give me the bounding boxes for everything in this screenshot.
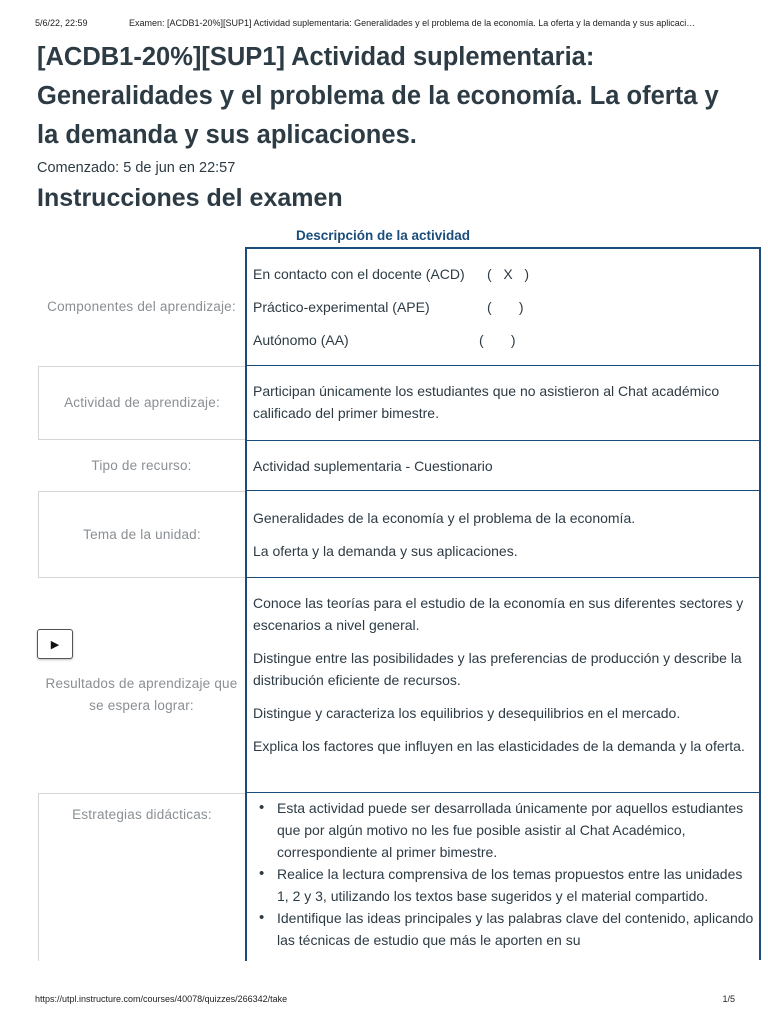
- outcomes-content: [245, 578, 761, 793]
- print-page-number: 1/5: [722, 994, 735, 1004]
- topic-content: [245, 491, 761, 578]
- strategies-label: Estrategias didácticas:: [38, 793, 245, 961]
- list-item: • Esta actividad puede ser desarrollada únicamente por aquellos estudiantes que por algún motivo no les fue posible asistir al Chat Académico, correspondiente al primer bimestre.: [277, 797, 755, 863]
- strategies-list: [253, 797, 755, 951]
- activity-text: Participan únicamente los estudiantes que no asistieron al Chat académico calificado del primer bimestre.: [253, 383, 720, 421]
- outcomes-label: Resultados de aprendizaje que se espera lograr:: [45, 675, 238, 713]
- started-timestamp: Comenzado: 5 de jun en 22:57: [37, 160, 236, 176]
- components-content: [245, 248, 761, 366]
- components-label: Componentes del aprendizaje:: [47, 299, 236, 314]
- component-mark: ( X ): [487, 265, 529, 282]
- list-item: • Identifique las ideas principales y las palabras clave del contenido, aplicando las técnicas de estudio que más le aporten en su: [277, 907, 755, 951]
- component-name: Práctico-experimental (APE): [253, 298, 430, 315]
- print-page-title: Examen: [ACDB1-20%][SUP1] Actividad suplementaria: Generalidades y el problema de la economía. La oferta y la demanda y sus aplicaci…: [129, 18, 696, 28]
- resource-text: Actividad suplementaria - Cuestionario: [253, 458, 493, 474]
- component-name: Autónomo (AA): [253, 331, 349, 348]
- play-button[interactable]: [37, 629, 73, 659]
- topic-line: La oferta y la demanda y sus aplicaciones.: [253, 543, 518, 559]
- component-mark: ( ): [487, 298, 524, 315]
- resource-label: Tipo de recurso:: [91, 458, 192, 473]
- activity-label: Actividad de aprendizaje:: [38, 366, 245, 440]
- print-header: [35, 18, 745, 28]
- topic-line: Generalidades de la economía y el problema de la economía.: [253, 510, 636, 526]
- component-name: En contacto con el docente (ACD): [253, 265, 465, 282]
- outcome-line: Conoce las teorías para el estudio de la economía en sus diferentes sectores y escenarios a nivel general.: [253, 595, 744, 633]
- activity-content: [245, 366, 761, 440]
- play-icon: ▶: [50, 638, 60, 651]
- outcome-line: Explica los factores que influyen en las elasticidades de la demanda y la oferta.: [253, 738, 745, 754]
- print-url: https://utpl.instructure.com/courses/40078/quizzes/266342/take: [35, 994, 288, 1004]
- topic-label: Tema de la unidad:: [38, 491, 245, 578]
- resource-content: [245, 441, 761, 491]
- page-title: [ACDB1-20%][SUP1] Actividad suplementaria: Generalidades y el problema de la economía. La oferta y la demanda y sus aplicaciones.: [37, 43, 719, 149]
- component-item: [253, 290, 755, 323]
- table-caption: Descripción de la actividad: [295, 228, 471, 243]
- outcome-line: Distingue entre las posibilidades y las preferencias de producción y describe la distribución eficiente de recursos.: [253, 650, 742, 688]
- instructions-heading: Instrucciones del examen: [37, 184, 343, 212]
- print-date: 5/6/22, 22:59: [35, 18, 88, 28]
- component-mark: ( ): [479, 331, 516, 348]
- component-item: [253, 323, 755, 356]
- strategies-content: [245, 793, 761, 961]
- component-item: [253, 257, 755, 290]
- list-item: • Realice la lectura comprensiva de los temas propuestos entre las unidades 1, 2 y 3, utilizando los textos base sugeridos y el material compartido.: [277, 863, 755, 907]
- outcome-line: Distingue y caracteriza los equilibrios y desequilibrios en el mercado.: [253, 705, 681, 721]
